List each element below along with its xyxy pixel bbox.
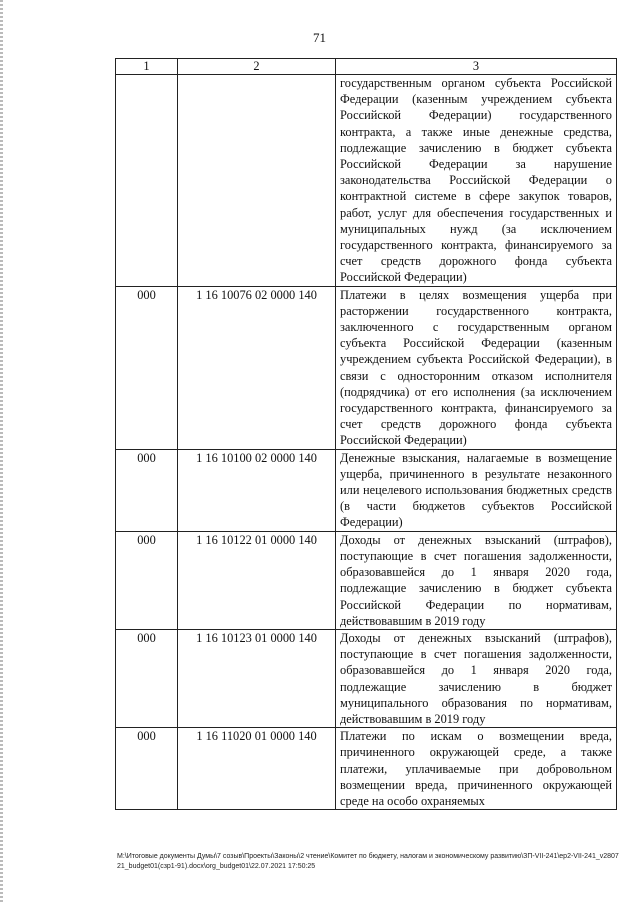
income-description-cell: Денежные взыскания, налагаемые в возмещение ущерба, причиненного в результате незаконного или нецелевого использования бюджетных средств (в части бюджетов субъектов Российской Федерации) <box>336 449 617 531</box>
admin-code-cell <box>116 75 178 287</box>
column-header-1: 1 <box>116 59 178 75</box>
column-header-3: 3 <box>336 59 617 75</box>
admin-code-cell: 000 <box>116 531 178 629</box>
kbk-code-cell: 1 16 10123 01 0000 140 <box>178 629 336 727</box>
document-file-path: M:\Итоговые документы Думы\7 созыв\Проекты\Законы\2 чтение\Комитет по бюджету, налогам и экономическому развитию\ЗП-VII-241\ер2-VII-241_v280721_budget01(сзр1-91).docx\org_budget01\22.07.2021 17:50:25 <box>117 853 619 870</box>
income-description-cell: Доходы от денежных взысканий (штрафов), поступающие в счет погашения задолженности, образовавшейся до 1 января 2020 года, подлежащие зачислению в бюджет муниципального образования по нормативам, действовавшим в 2019 году <box>336 629 617 727</box>
kbk-code-cell: 1 16 11020 01 0000 140 <box>178 728 336 810</box>
budget-classification-table <box>115 58 617 810</box>
table-row <box>116 629 617 727</box>
admin-code-cell: 000 <box>116 629 178 727</box>
admin-code-cell: 000 <box>116 728 178 810</box>
table-header-row <box>116 59 617 75</box>
kbk-code-cell: 1 16 10076 02 0000 140 <box>178 286 336 449</box>
kbk-code-cell <box>178 75 336 287</box>
income-description-cell: Платежи по искам о возмещении вреда, причиненного окружающей среде, а также платежи, уплачиваемые при добровольном возмещении вреда, причиненного окружающей среде на особо охраняемых <box>336 728 617 810</box>
table-row <box>116 286 617 449</box>
column-header-2: 2 <box>178 59 336 75</box>
kbk-code-cell: 1 16 10100 02 0000 140 <box>178 449 336 531</box>
admin-code-cell: 000 <box>116 286 178 449</box>
page-number: 71 <box>313 30 326 45</box>
scan-edge <box>0 0 3 904</box>
income-description-cell: Доходы от денежных взысканий (штрафов), поступающие в счет погашения задолженности, образовавшейся до 1 января 2020 года, подлежащие зачислению в бюджет субъекта Российской Федерации по нормативам, действовавшим в 2019 году <box>336 531 617 629</box>
table-row <box>116 728 617 810</box>
table-row <box>116 75 617 287</box>
income-description-cell: государственным органом субъекта Российской Федерации (казенным учреждением субъекта Российской Федерации) государственного контракта, а также иные денежные средства, подлежащие зачислению в бюджет субъекта Российской Федерации за нарушение законодательства Российской Федерации о контрактной системе в сфере закупок товаров, работ, услуг для обеспечения государственных и муниципальных нужд (за исключением государственного контракта, финансируемого за счет средств дорожного фонда субъекта Российской Федерации) <box>336 75 617 287</box>
admin-code-cell: 000 <box>116 449 178 531</box>
table-row <box>116 449 617 531</box>
table-row <box>116 531 617 629</box>
income-description-cell: Платежи в целях возмещения ущерба при расторжении государственного контракта, заключенного с государственным органом субъекта Российской Федерации (казенным учреждением субъекта Российской Федерации), в связи с односторонним отказом исполнителя (подрядчика) от его исполнения (за исключением государственного контракта, финансируемого за счет средств дорожного фонда субъекта Российской Федерации) <box>336 286 617 449</box>
kbk-code-cell: 1 16 10122 01 0000 140 <box>178 531 336 629</box>
